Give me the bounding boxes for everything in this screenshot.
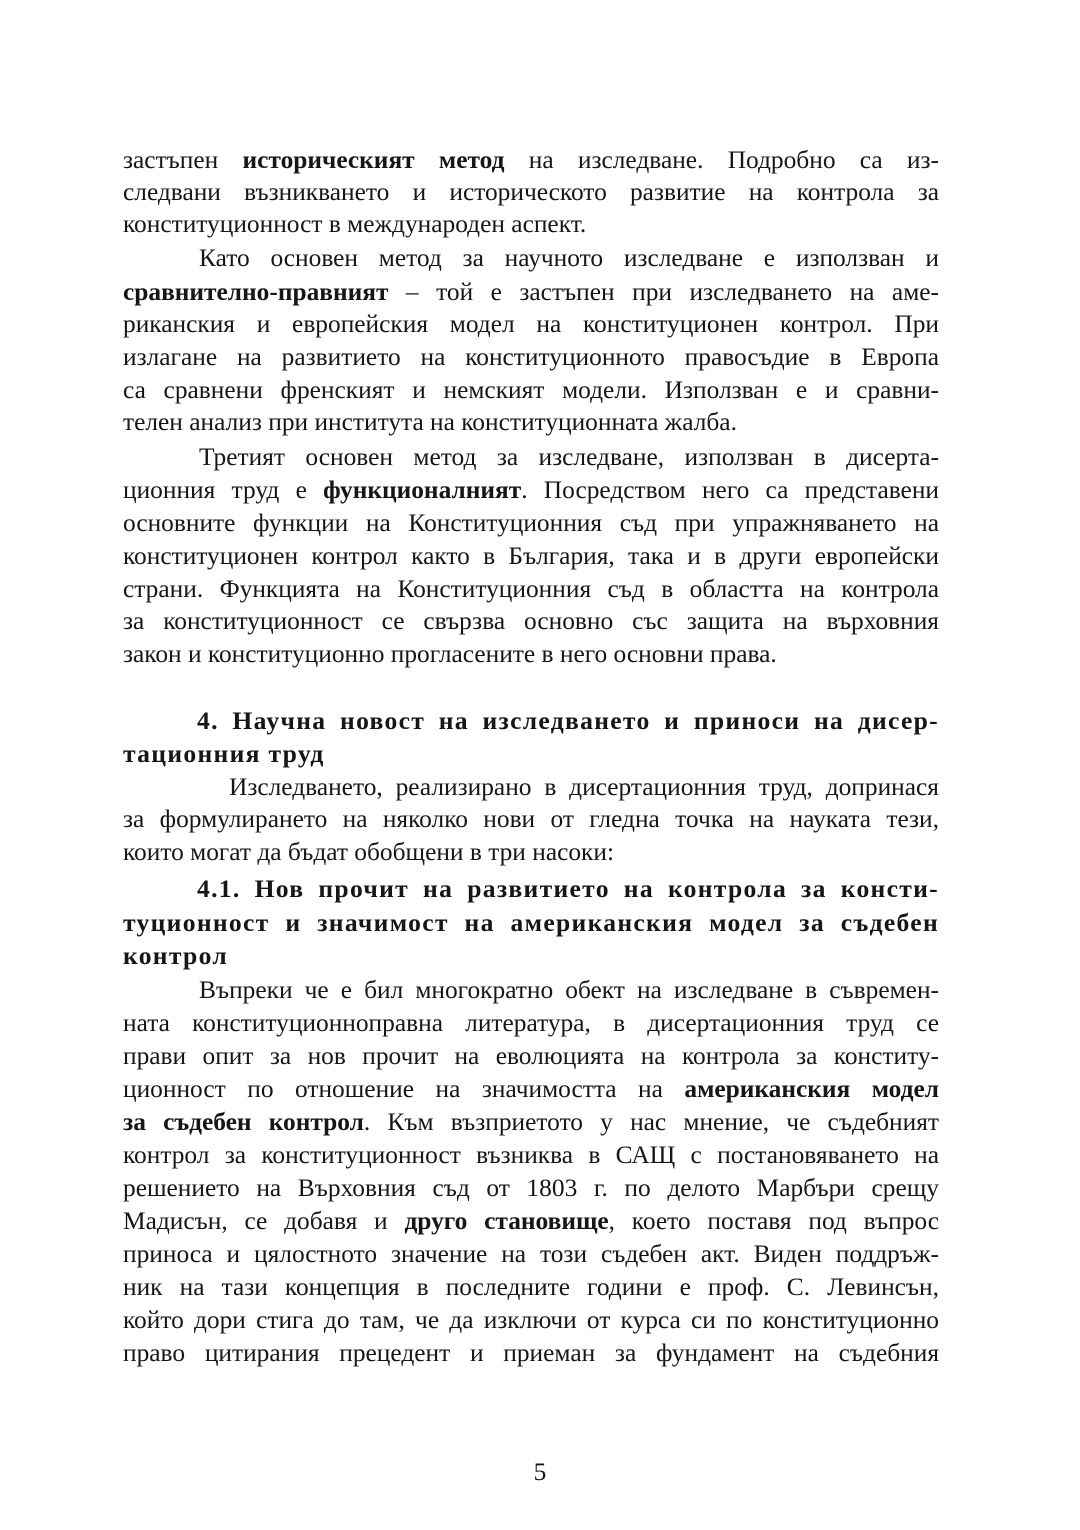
bold-term: функционалният	[323, 476, 522, 504]
text-line: риканския и европейския модел на конституционен контрол. При	[123, 310, 939, 338]
text-line: излагане на развитието на конституционното правосъдие в Европа	[123, 343, 939, 371]
text-line: застъпен историческият метод на изследване. Подробно са из-	[123, 146, 939, 174]
bold-term: за съдебен контрол	[123, 1108, 364, 1136]
heading-line: туционност и значимост на американския модел за съдебен	[123, 908, 939, 937]
text-line: закон и конституционно прогласените в него основни права.	[123, 640, 777, 668]
text-line: страни. Функцията на Конституционния съд в областта на контрола	[123, 575, 939, 603]
text-line: решението на Върховния съд от 1803 г. по делото Марбъри срещу	[123, 1174, 939, 1202]
text-line: Третият основен метод за изследване, използван в дисерта-	[199, 443, 939, 471]
heading-line: контрол	[123, 941, 228, 970]
text-line: основните функции на Конституционния съд при упражняването на	[123, 509, 939, 537]
text-line: ционния труд е функционалният. Посредством него са представени	[123, 476, 939, 504]
text-line: прави опит за нов прочит на еволюцията на контрола за конститу-	[123, 1042, 939, 1070]
text-line: телен анализ при института на конституционната жалба.	[123, 408, 737, 436]
heading-line: 4. Научна новост на изследването и приноси на дисер-	[197, 706, 939, 735]
text-line: ната конституционноправна литература, в дисертационния труд се	[123, 1009, 939, 1037]
bold-term: друго становище	[404, 1207, 609, 1235]
text-line: конституционност в международен аспект.	[123, 210, 587, 238]
text-line: за съдебен контрол. Към възприетото у нас мнение, че съдебният	[123, 1108, 940, 1136]
bold-term: историческият метод	[242, 146, 505, 174]
bold-term: сравнително-правният	[123, 278, 389, 306]
text-line: за формулирането на няколко нови от гледна точка на науката тези,	[123, 805, 939, 833]
text-line: сравнително-правният – той е застъпен при изследването на аме-	[123, 278, 939, 306]
text-line: приноса и цялостното значение на този съдебен акт. Виден поддръж-	[123, 1240, 939, 1268]
text-line: който дори стига до там, че да изключи от курса си по конституционно	[123, 1306, 939, 1334]
text-line: Въпреки че е бил многократно обект на изследване в съвремен-	[199, 976, 939, 1004]
text-line: ник на тази концепция в последните години е проф. С. Левинсън,	[123, 1273, 939, 1301]
text-line: са сравнени френският и немският модели. Използван е и сравни-	[123, 376, 939, 404]
page-number: 5	[533, 1458, 547, 1486]
text-line: ционност по отношение на значимостта на американския модел	[123, 1075, 939, 1103]
text-line: Като основен метод за научното изследване е използван и	[199, 244, 939, 272]
text-line: които могат да бъдат обобщени в три насоки:	[123, 838, 615, 866]
text-line: Мадисън, се добавя и друго становище, което поставя под въпрос	[123, 1207, 939, 1235]
text-line: конституционен контрол както в България, така и в други европейски	[123, 542, 939, 570]
heading-line: 4.1. Нов прочит на развитието на контрола за консти-	[197, 874, 939, 903]
text-line: контрол за конституционност възниква в САЩ с постановяването на	[123, 1141, 939, 1169]
text-line: Изследването, реализирано в дисертационния труд, допринася	[229, 773, 939, 801]
text-line: за конституционност се свързва основно със защита на върховния	[123, 607, 939, 635]
bold-term: американския модел	[684, 1075, 939, 1103]
text-line: следвани възникването и историческото развитие на контрола за	[123, 178, 939, 206]
text-line: право цитирания прецедент и приеман за фундамент на съдебния	[123, 1339, 939, 1367]
heading-line: тационния труд	[123, 739, 325, 768]
